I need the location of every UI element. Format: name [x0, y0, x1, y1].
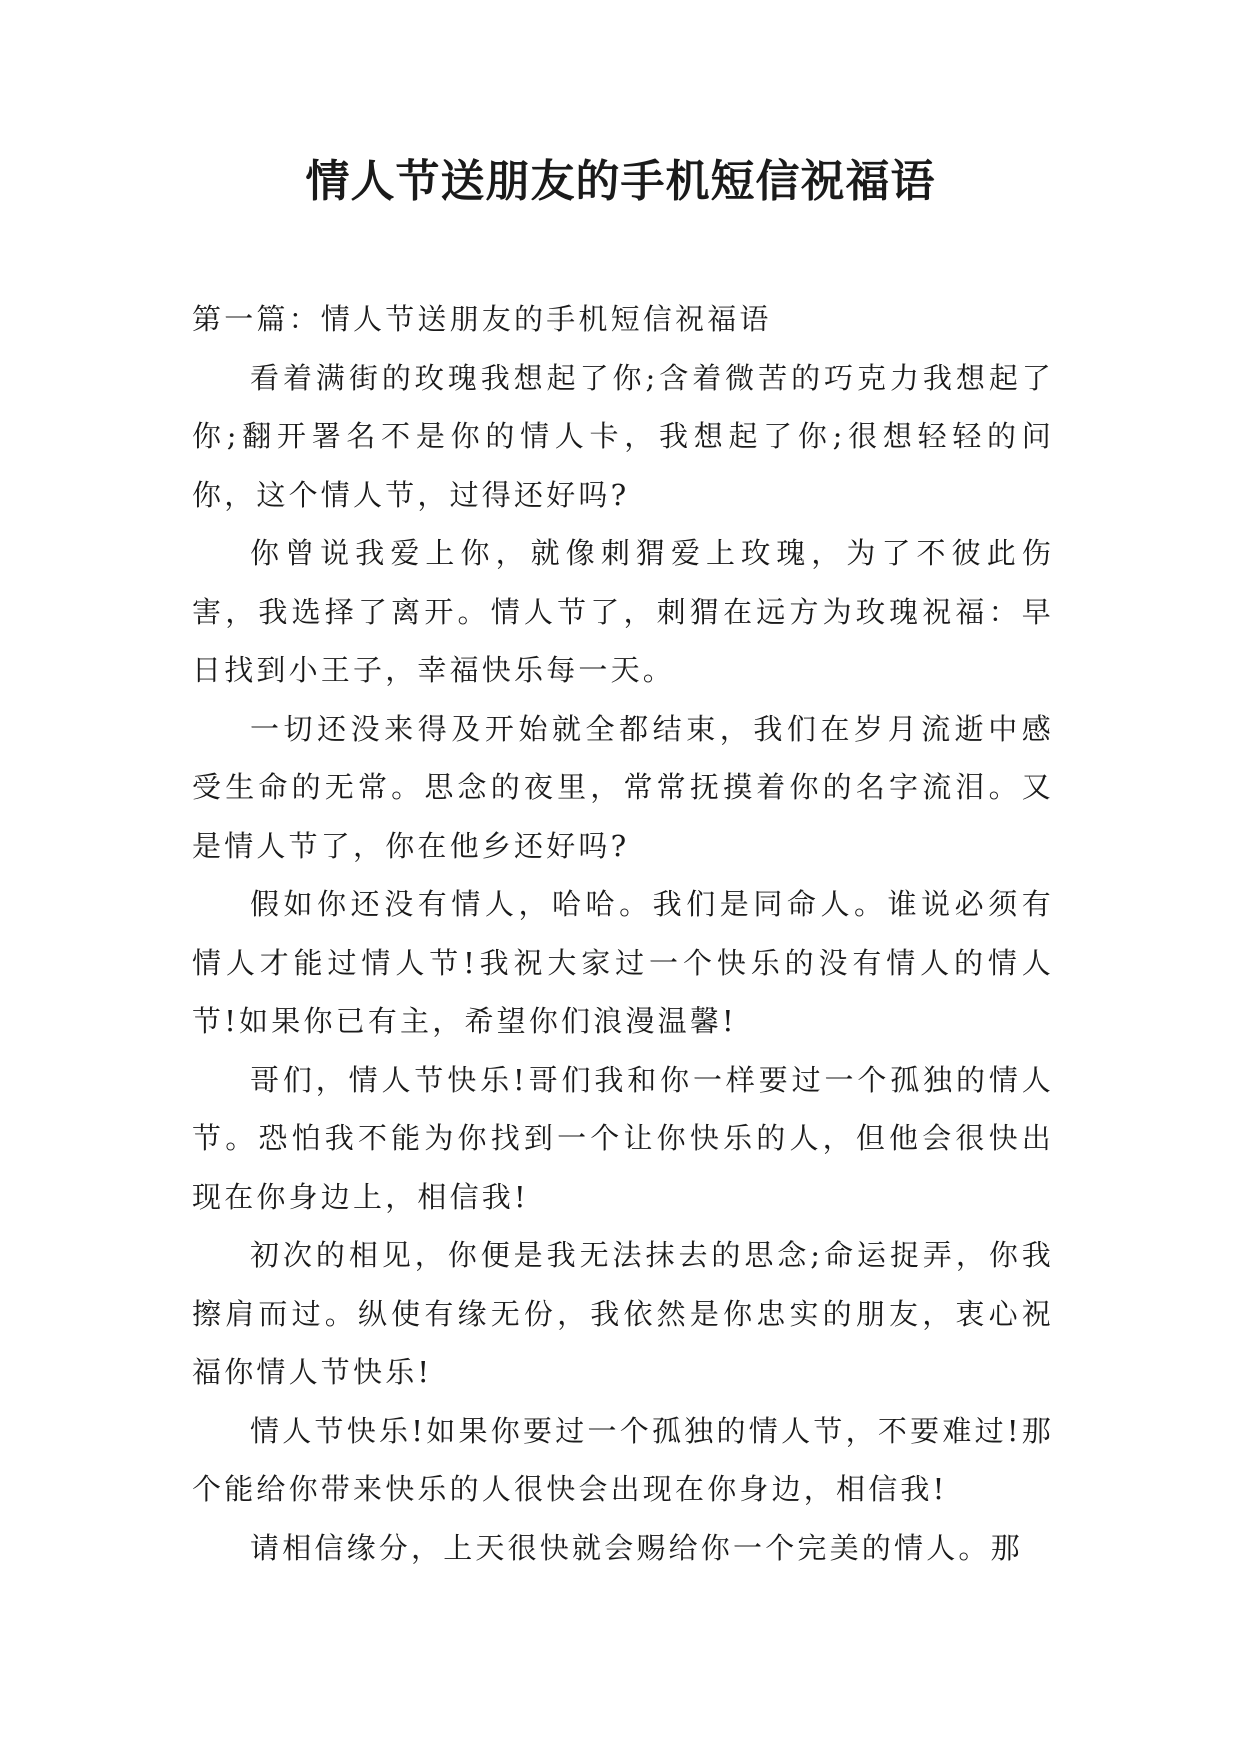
document-title: 情人节送朋友的手机短信祝福语	[305, 156, 936, 207]
paragraph: 看着满街的玫瑰我想起了你;含着微苦的巧克力我想起了你;翻开署名不是你的情人卡，我想起了你;很想轻轻的问你，这个情人节，过得还好吗?	[192, 360, 1054, 512]
section-heading: 第一篇：情人节送朋友的手机短信祝福语	[192, 302, 772, 336]
paragraph: 你曾说我爱上你，就像刺猬爱上玫瑰，为了不彼此伤害，我选择了离开。情人节了，刺猬在远方为玫瑰祝福：早日找到小王子，幸福快乐每一天。	[192, 536, 1054, 687]
paragraph: 假如你还没有情人，哈哈。我们是同命人。谁说必须有情人才能过情人节!我祝大家过一个快乐的没有情人的情人节!如果你已有主，希望你们浪漫温馨!	[192, 887, 1054, 1038]
paragraph: 初次的相见，你便是我无法抹去的思念;命运捉弄，你我擦肩而过。纵使有缘无份，我依然是你忠实的朋友，衷心祝福你情人节快乐!	[192, 1238, 1054, 1389]
paragraph: 情人节快乐!如果你要过一个孤独的情人节，不要难过!那个能给你带来快乐的人很快会出现在你身边，相信我!	[192, 1413, 1054, 1506]
paragraph: 请相信缘分，上天很快就会赐给你一个完美的情人。那	[250, 1530, 1023, 1565]
document-body	[192, 290, 1054, 1577]
paragraph: 一切还没来得及开始就全都结束，我们在岁月流逝中感受生命的无常。思念的夜里，常常抚摸着你的名字流泪。又是情人节了，你在他乡还好吗?	[192, 711, 1054, 863]
paragraph: 哥们，情人节快乐!哥们我和你一样要过一个孤独的情人节。恐怕我不能为你找到一个让你快乐的人，但他会很快出现在你身边上，相信我!	[192, 1062, 1054, 1214]
